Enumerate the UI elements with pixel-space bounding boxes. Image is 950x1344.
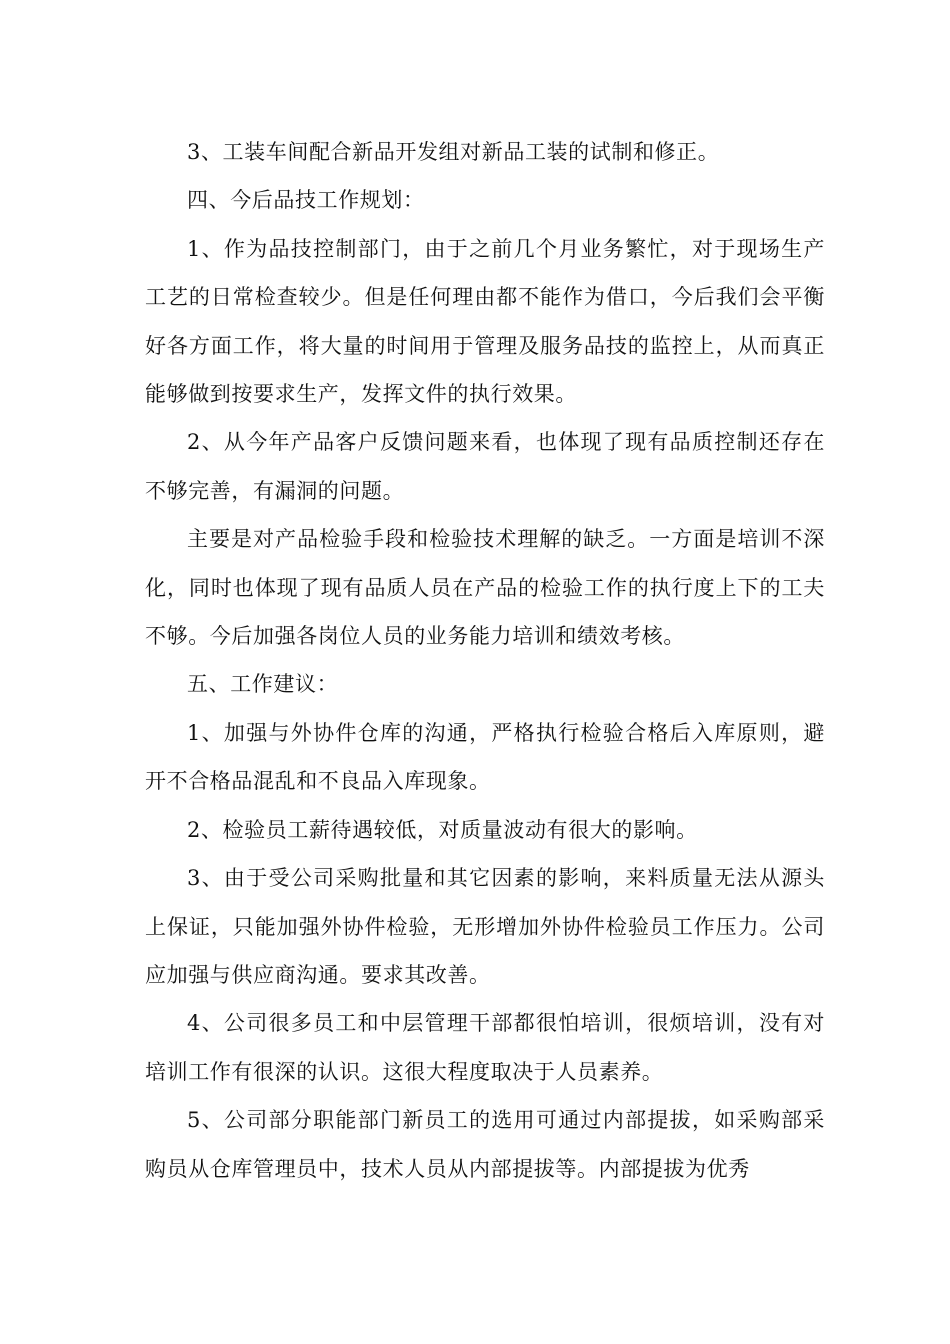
paragraph-suggestion-4: 4、公司很多员工和中层管理干部都很怕培训，很烦培训，没有对培训工作有很深的认识。这很大程度取决于人员素养。 [145,1011,825,1084]
paragraph-plan-1: 1、作为品技控制部门，由于之前几个月业务繁忙，对于现场生产工艺的日常检查较少。但是任何理由都不能作为借口，今后我们会平衡好各方面工作，将大量的时间用于管理及服务品技的监控上，从而真正能够做到按要求生产，发挥文件的执行效果。 [145,236,825,407]
paragraph-plan-2: 2、从今年产品客户反馈问题来看，也体现了现有品质控制还存在不够完善，有漏洞的问题。 [145,430,825,503]
section-heading-future-plan: 四、今后品技工作规划： [187,188,425,213]
section-heading-suggestions: 五、工作建议： [187,672,339,697]
paragraph-suggestion-5: 5、公司部分职能部门新员工的选用可通过内部提拔，如采购部采购员从仓库管理员中，技术人员从内部提拔等。内部提拔为优秀 [145,1108,825,1181]
paragraph-suggestion-1: 1、加强与外协件仓库的沟通，严格执行检验合格后入库原则，避开不合格品混乱和不良品入库现象。 [145,720,825,794]
paragraph-suggestion-3: 3、由于受公司采购批量和其它因素的影响，来料质量无法从源头上保证，只能加强外协件检验，无形增加外协件检验员工作压力。公司应加强与供应商沟通。要求其改善。 [145,866,825,987]
paragraph-suggestion-2: 2、检验员工薪待遇较低，对质量波动有很大的影响。 [187,817,698,842]
document-body [145,128,825,1193]
paragraph-plan-2-detail: 主要是对产品检验手段和检验技术理解的缺乏。一方面是培训不深化，同时也体现了现有品质人员在产品的检验工作的执行度上下的工夫不够。今后加强各岗位人员的业务能力培训和绩效考核。 [145,527,825,649]
paragraph-item-3-tooling: 3、工装车间配合新品开发组对新品工装的试制和修正。 [187,140,720,164]
